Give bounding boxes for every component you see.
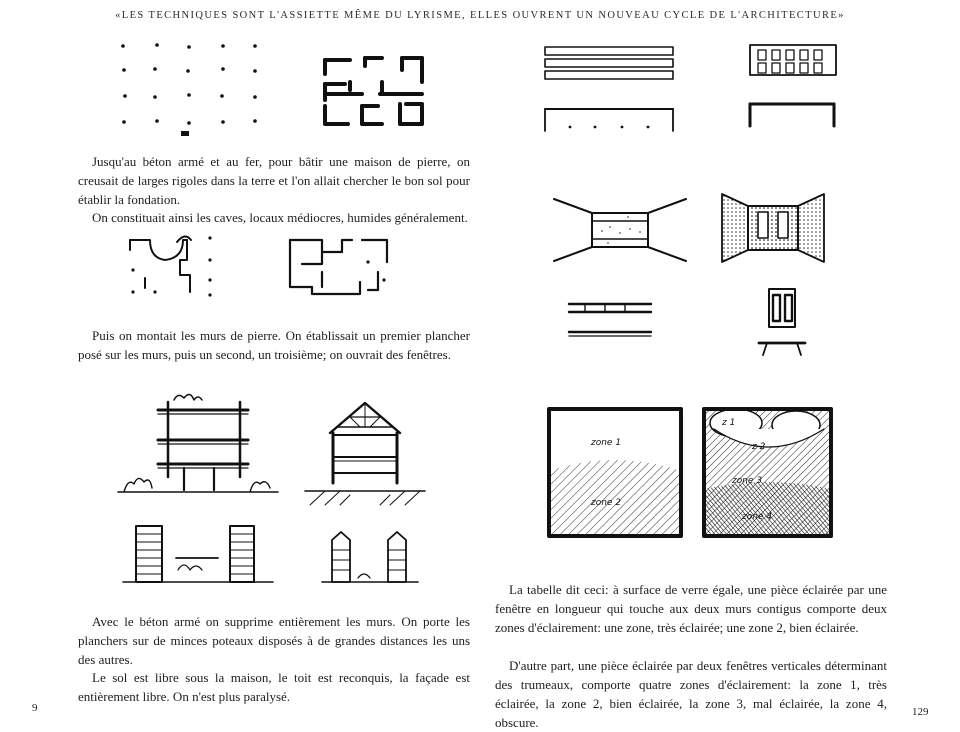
right-paragraph-2: D'autre part, une pièce éclairée par deux fenêtres verticales déterminant des trumeaux, comporte quatre zones d'éclairement: la zone 1, très éclairée, la zone 2, bien éclairée, la zone 3, mal éclairée, la zone 4, obscure. [495, 658, 887, 730]
sketch-room-perspective-a [550, 195, 690, 265]
sketch-horizontal-slabs [540, 45, 680, 135]
left-paragraph-5: Le sol est libre sous la maison, le toit est reconquis, la façade est entièrement libre. On n'est plus paralysé. [78, 670, 470, 704]
left-paragraph-4: Avec le béton armé on supprime entièrement les murs. On porte les planchers sur de minces poteaux disposés à de grandes distances les uns des autres. [78, 614, 470, 667]
zone-3-label: zone 3 [732, 476, 763, 486]
sketch-cellar-plan-a [125, 230, 225, 300]
right-paragraph-1: La tabelle dit ceci: à surface de verre égale, une pièce éclairée par une fenêtre en longueur qui touche aux deux murs contigus comporte deux zones d'éclairement: une zone, très éclairée; une zone 2, bien éclairée. [495, 582, 887, 635]
sketch-house-section [300, 395, 430, 510]
sketch-window-plan-b [755, 285, 810, 360]
page-number-right: 129 [912, 706, 929, 718]
zone-4-label: zone 4 [742, 512, 773, 522]
z2-label: z 2 [752, 442, 766, 452]
z1-label: z 1 [722, 418, 736, 428]
sketch-room-perspective-b [718, 190, 828, 265]
sketch-pilotis-section [118, 392, 278, 502]
sketch-facade-windows [742, 40, 842, 135]
sketch-cellar-plan-b [282, 232, 397, 302]
left-paragraph-1: Jusqu'au béton armé et au fer, pour bâtir une maison de pierre, on creusait de larges rigoles dans la terre et l'on allait chercher le bon sol pour établir la fondation. [78, 154, 470, 207]
lighting-diagram-two-zones [545, 405, 685, 540]
page-number-left: 9 [32, 702, 38, 714]
sketch-towers-pilotis [118, 520, 278, 590]
sketch-window-plan-a [565, 298, 655, 348]
sketch-wall-plan [320, 52, 430, 132]
left-paragraph-3: Puis on montait les murs de pierre. On établissait un premier plancher posé sur les murs, puis un second, un troisième; on ouvrait des fenêtres. [78, 328, 470, 362]
zone-2-label: zone 2 [591, 498, 622, 508]
sketch-twin-towers [320, 528, 420, 590]
running-header: «LES TECHNIQUES SONT L'ASSIETTE MÊME DU LYRISME, ELLES OUVRENT UN NOUVEAU CYCLE DE L'ARCHITECTURE» [115, 10, 845, 21]
zone-1-label: zone 1 [591, 438, 622, 448]
left-paragraph-2: On constituait ainsi les caves, locaux médiocres, humides généralement. [92, 210, 468, 225]
sketch-column-grid [115, 40, 265, 140]
lighting-diagram-four-zones [700, 405, 835, 540]
